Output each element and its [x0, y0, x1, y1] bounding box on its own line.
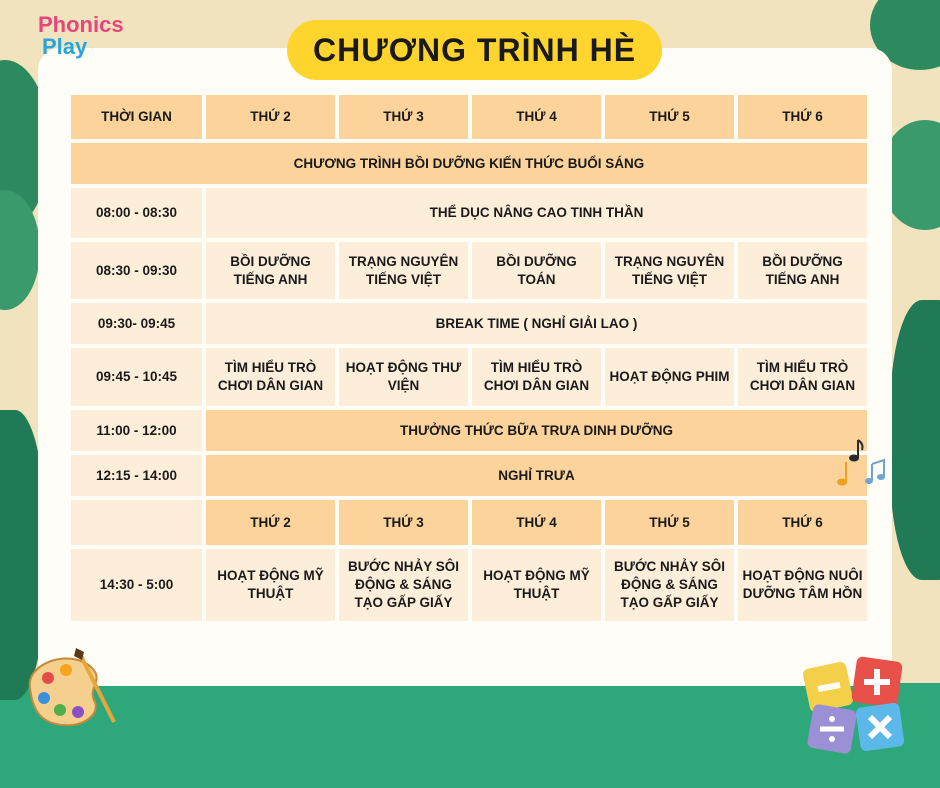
table-row: [71, 455, 867, 496]
table-row: [71, 410, 867, 451]
activity-cell: HOẠT ĐỘNG MỸ THUẬT: [206, 549, 335, 621]
activity-cell: TÌM HIỂU TRÒ CHƠI DÂN GIAN: [206, 348, 335, 406]
activity-cell: NGHỈ TRƯA: [206, 455, 867, 496]
activity-cell: HOẠT ĐỘNG PHIM: [605, 348, 734, 406]
day-header: THỨ 3: [339, 95, 468, 139]
time-cell: 09:45 - 10:45: [71, 348, 202, 406]
logo-line1: Phonics: [38, 12, 124, 37]
activity-cell: TRẠNG NGUYÊN TIẾNG VIỆT: [605, 242, 734, 299]
table-row: [71, 188, 867, 238]
phonics-play-logo: [38, 14, 124, 58]
activity-cell: HOẠT ĐỘNG THƯ VIỆN: [339, 348, 468, 406]
activity-cell: HOẠT ĐỘNG NUÔI DƯỠNG TÂM HỒN: [738, 549, 867, 621]
activity-cell: BƯỚC NHẢY SÔI ĐỘNG & SÁNG TẠO GẤP GIẤY: [339, 549, 468, 621]
activity-cell: HOẠT ĐỘNG MỸ THUẬT: [472, 549, 601, 621]
day-header: THỨ 5: [605, 95, 734, 139]
texture-blob-right: [890, 300, 940, 580]
time-cell: 14:30 - 5:00: [71, 549, 202, 621]
activity-cell: BREAK TIME ( NGHỈ GIẢI LAO ): [206, 303, 867, 344]
music-notes-icon: [832, 436, 890, 488]
morning-banner-row: [71, 143, 867, 184]
activity-cell: BỒI DƯỠNG TIẾNG ANH: [738, 242, 867, 299]
day-header: THỨ 3: [339, 500, 468, 545]
activity-cell: TÌM HIỂU TRÒ CHƠI DÂN GIAN: [472, 348, 601, 406]
day-header: THỨ 5: [605, 500, 734, 545]
activity-cell: TRẠNG NGUYÊN TIẾNG VIỆT: [339, 242, 468, 299]
activity-cell: BƯỚC NHẢY SÔI ĐỘNG & SÁNG TẠO GẤP GIẤY: [605, 549, 734, 621]
schedule-table: [67, 91, 871, 625]
day-header: THỨ 4: [472, 500, 601, 545]
activity-cell: THỂ DỤC NÂNG CAO TINH THẦN: [206, 188, 867, 238]
day-header: THỨ 6: [738, 95, 867, 139]
day-header: THỨ 2: [206, 95, 335, 139]
activity-cell: BỒI DƯỠNG TOÁN: [472, 242, 601, 299]
activity-cell: BỒI DƯỠNG TIẾNG ANH: [206, 242, 335, 299]
paint-palette-icon: [22, 648, 122, 732]
time-cell: 12:15 - 14:00: [71, 455, 202, 496]
table-row: [71, 549, 867, 621]
activity-cell: TÌM HIỂU TRÒ CHƠI DÂN GIAN: [738, 348, 867, 406]
time-cell: 11:00 - 12:00: [71, 410, 202, 451]
day-header: THỨ 6: [738, 500, 867, 545]
time-cell: 08:00 - 08:30: [71, 188, 202, 238]
morning-banner: CHƯƠNG TRÌNH BỒI DƯỠNG KIẾN THỨC BUỔI SÁNG: [71, 143, 867, 184]
time-cell: [71, 500, 202, 545]
day-header: THỨ 2: [206, 500, 335, 545]
header-row: [71, 95, 867, 139]
table-row: [71, 242, 867, 299]
time-header: THỜI GIAN: [71, 95, 202, 139]
table-row: [71, 303, 867, 344]
time-cell: 08:30 - 09:30: [71, 242, 202, 299]
page-title: CHƯƠNG TRÌNH HÈ: [287, 20, 662, 80]
logo-line2: Play: [42, 34, 88, 59]
time-cell: 09:30- 09:45: [71, 303, 202, 344]
green-ground: [0, 683, 940, 788]
day-header: THỨ 4: [472, 95, 601, 139]
table-row: [71, 348, 867, 406]
math-symbols-icon: [800, 655, 912, 755]
activity-cell: THƯỞNG THỨC BỮA TRƯA DINH DƯỠNG: [206, 410, 867, 451]
afternoon-header-row: [71, 500, 867, 545]
